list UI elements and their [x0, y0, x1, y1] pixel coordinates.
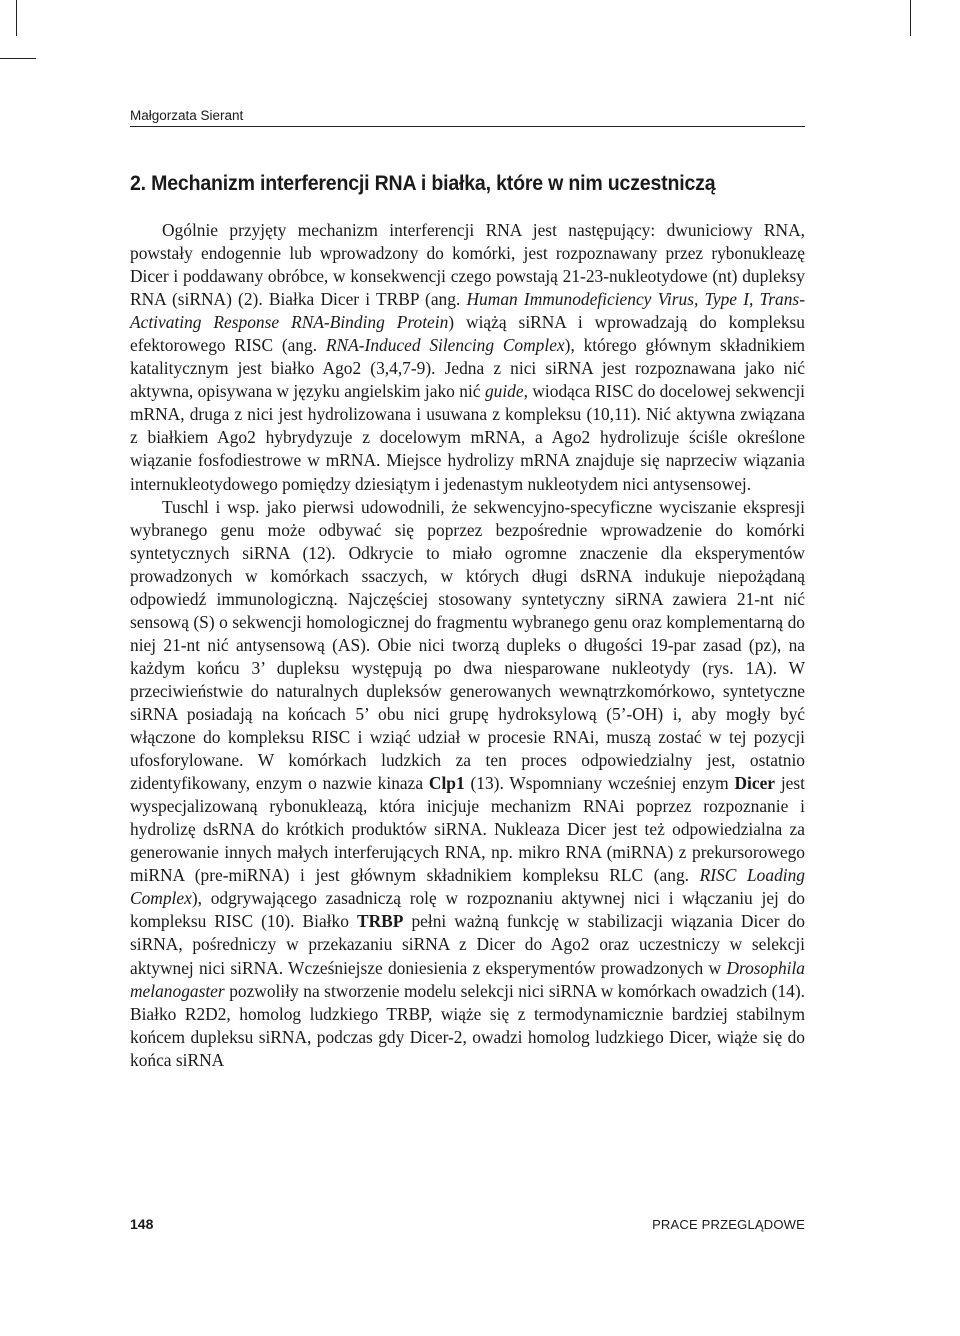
running-head: Małgorzata Sierant: [130, 108, 805, 127]
text-run: pozwoliły na stworzenie modelu selekcji nici siRNA w komórkach owadzich (14). Białko R2D2, homolog ludzkiego TRBP, wiąże się z termodynamicznie bardziej stabilnym końcem dupleksu siRNA, podczas gdy Dicer-2, owadzi homolog ludzkiego Dicer, wiąże się do końca siRNA: [130, 980, 805, 1070]
paragraph-1: [130, 219, 805, 496]
text-run: ), odgrywającego zasadniczą rolę w rozpoznaniu aktywnej nici i włączaniu jej do kompleksu RISC (10). Białko: [130, 888, 805, 932]
crop-mark-left: [0, 58, 36, 59]
crop-mark-top-right: [910, 0, 911, 36]
page-number: 148: [130, 1216, 154, 1232]
text-run: , wiodąca RISC do docelowej sekwencji mRNA, druga z nici jest hydrolizowana i usuwana z kompleksu (10,11). Nić aktywna związana z białkiem Ago2 hybrydyzuje z docelowym mRNA, a Ago2 hydrolizuje ściśle określone wiązanie fosfodiestrowe w mRNA. Miejsce hydrolizy mRNA znajduje się naprzeciw wiązania internukleotydowego pomiędzy dziesiątym i jedenastym nukleotydem nici antysensowej.: [130, 381, 805, 494]
text-run: jest wyspecjalizowaną rybonukleazą, która inicjuje mechanizm RNAi poprzez rozpoznanie i hydrolizę dsRNA do krótkich produktów siRNA. Nukleaza Dicer jest też odpowiedzialna za generowanie innych małych interferujących RNA, np. mikro RNA (miRNA) z prekursorowego miRNA (pre-miRNA) i jest głównym składnikiem kompleksu RLC (ang.: [130, 773, 805, 886]
bold-term: Clp1: [428, 773, 465, 794]
italic-term: Human Immunodeficiency Virus, Type I, Trans-Activating Response RNA-Binding Protein: [130, 289, 805, 333]
text-run: ), którego głównym składnikiem katalitycznym jest białko Ago2 (3,4,7-9). Jedna z nici siRNA jest rozpoznawana jako nić aktywna, opisywana w języku angielskim jako nić: [130, 335, 805, 402]
text-run: pełni ważną funkcję w stabilizacji wiązania Dicer do siRNA, pośredniczy w przekazaniu siRNA z Dicer do Ago2 oraz uczestniczy w selekcji aktywnej nici siRNA. Wcześniejsze doniesienia z eksperymentów prowadzonych w: [130, 911, 805, 978]
journal-section-name: PRACE PRZEGLĄDOWE: [652, 1217, 805, 1232]
italic-term: RISC Loading Complex: [130, 865, 805, 909]
italic-term: RNA-Induced Silencing Complex: [325, 335, 565, 356]
paragraph-2: [130, 496, 805, 1072]
text-run: Tuschl i wsp. jako pierwsi udowodnili, że sekwencyjno-specyficzne wyciszanie ekspresji wybranego genu może odbywać się poprzez bezpośrednie wprowadzenie do komórki syntetycznych siRNA (12). Odkrycie to miało ogromne znaczenie dla eksperymentów prowadzonych w komórkach ssaczych, w których długi dsRNA indukuje niepożądaną odpowiedź immunologiczną. Najczęściej stosowany syntetyczny siRNA zawiera 21-nt nić sensową (S) o sekwencji homologicznej do fragmentu wybranego genu oraz komplementarną do niej 21-nt nić antysensową (AS). Obie nici tworzą dupleks o długości 19-par zasad (pz), na każdym końcu 3’ dupleksu występują po dwa niesparowane nukleotydy (rys. 1A). W przeciwieństwie do naturalnych dupleksów generowanych wewnątrzkomórkowo, syntetyczne siRNA posiadają na końcach 5’ obu nici grupę hydroksylową (5’-OH) i, aby mogły być włączone do kompleksu RISC i wziąć udział w procesie RNAi, muszą zostać w tej pozycji ufosforylowane. W komórkach ludzkich za ten proces odpowiedzialny jest, ostatnio zidentyfikowany, enzym o nazwie kinaza: [130, 496, 805, 794]
text-run: ) wiążą siRNA i wprowadzają do kompleksu efektorowego RISC (ang.: [130, 312, 806, 356]
bold-term: Dicer: [734, 773, 776, 794]
bold-term: TRBP: [356, 911, 404, 932]
text-run: Ogólnie przyjęty mechanizm interferencji RNA jest następujący: dwuniciowy RNA, powstały endogennie lub wprowadzony do komórki, jest rozpoznawany przez rybonukleazę Dicer i poddawany obróbce, w konsekwencji czego powstają 21-23-nukleotydowe (nt) dupleksy RNA (siRNA) (2). Białka Dicer i TRBP (ang.: [130, 220, 805, 310]
crop-mark-top-left: [16, 0, 17, 36]
italic-term: guide: [484, 381, 524, 402]
section-title: 2. Mechanizm interferencji RNA i białka, które w nim uczestniczą: [130, 172, 716, 195]
text-run: (13). Wspomniany wcześniej enzym: [464, 773, 735, 794]
italic-term: Drosophila melanogaster: [130, 957, 805, 1001]
article-body: [130, 219, 805, 1072]
